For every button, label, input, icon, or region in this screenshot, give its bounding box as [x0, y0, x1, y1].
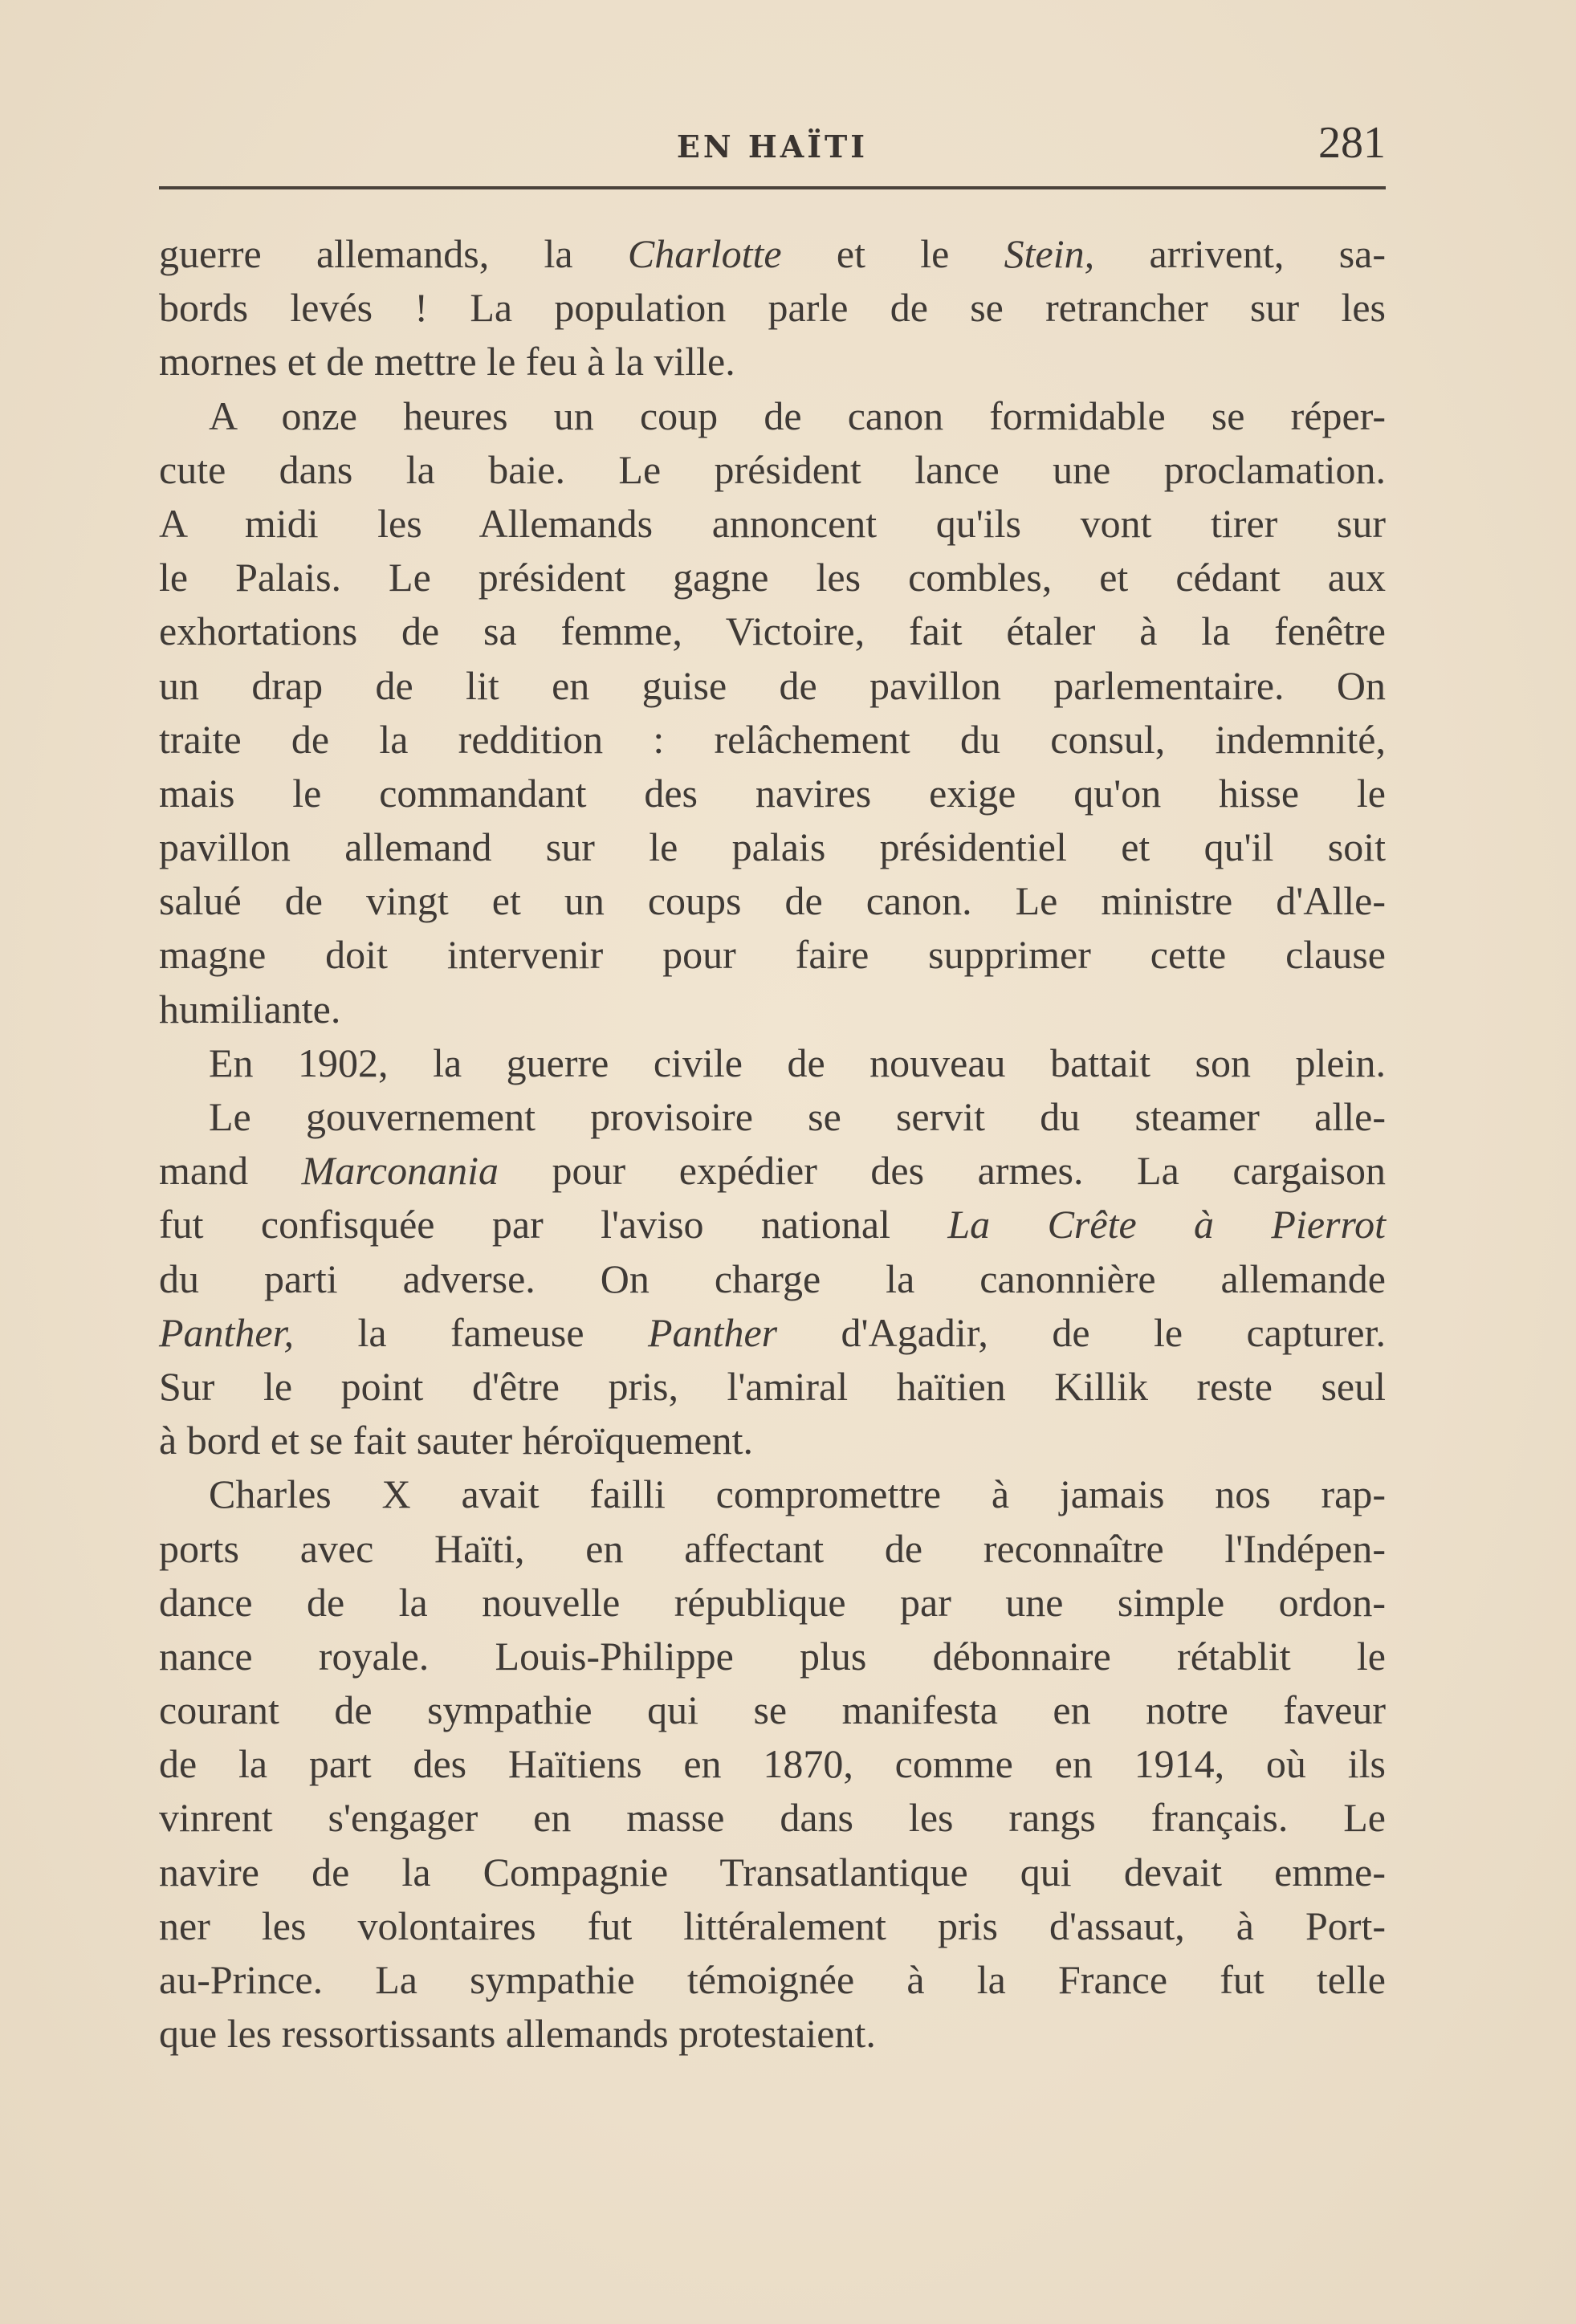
running-title: EN HAÏTI — [676, 128, 869, 165]
text-line — [159, 551, 1386, 604]
header-rule — [159, 186, 1386, 189]
text-run: ner les volontaires fut littéralement pris d'assaut, à Port- — [159, 1903, 1386, 1948]
italic-title: Charlotte — [627, 231, 782, 276]
text-line — [159, 983, 1386, 1036]
text-line — [159, 1036, 1386, 1090]
text-line — [159, 767, 1386, 820]
text-run: de la part des Haïtiens en 1870, comme en 1914, où ils — [159, 1741, 1386, 1787]
text-line — [159, 1198, 1386, 1252]
text-line — [159, 1522, 1386, 1576]
text-run: A onze heures un coup de canon formidable se réper- — [209, 393, 1386, 438]
text-line — [159, 1090, 1386, 1144]
text-line — [159, 1576, 1386, 1630]
text-run: vinrent s'engager en masse dans les rangs français. Le — [159, 1795, 1386, 1841]
text-line — [159, 227, 1386, 281]
body-text — [159, 227, 1386, 2061]
text-run: arrivent, sa- — [1094, 231, 1387, 276]
text-line — [159, 1414, 1386, 1467]
text-run: Charles X avait failli compromettre à jamais nos rap- — [209, 1471, 1386, 1517]
text-line — [159, 1683, 1386, 1737]
text-line — [159, 820, 1386, 874]
text-run: mornes et de mettre le feu à la ville. — [159, 339, 735, 385]
text-run: mand — [159, 1148, 302, 1194]
text-run: courant de sympathie qui se manifesta en notre faveur — [159, 1687, 1386, 1733]
text-run: traite de la reddition : relâchement du consul, indemnité, — [159, 716, 1386, 762]
text-line — [159, 1737, 1386, 1791]
text-run: la fameuse — [294, 1309, 649, 1355]
text-line — [159, 1252, 1386, 1306]
italic-title: Panther, — [159, 1309, 295, 1355]
text-run: le Palais. Le président gagne les combles, et cédant aux — [159, 555, 1386, 600]
text-run: salué de vingt et un coups de canon. Le ministre d'Alle- — [159, 878, 1386, 924]
text-line — [159, 1791, 1386, 1845]
text-run: guerre allemands, la — [159, 231, 628, 276]
text-run: un drap de lit en guise de pavillon parlementaire. On — [159, 662, 1386, 708]
text-run: que les ressortissants allemands protestaient. — [159, 2011, 876, 2057]
text-line — [159, 1953, 1386, 2007]
text-line — [159, 1630, 1386, 1683]
text-run: magne doit intervenir pour faire supprimer cette clause — [159, 932, 1386, 978]
page-number: 281 — [1318, 118, 1386, 168]
text-run: pavillon allemand sur le palais présidentiel et qu'il soit — [159, 824, 1386, 870]
text-run: mais le commandant des navires exige qu'on hisse le — [159, 770, 1386, 816]
text-run: exhortations de sa femme, Victoire, fait étaler à la fenêtre — [159, 608, 1386, 654]
text-run: navire de la Compagnie Transatlantique qui devait emme- — [159, 1849, 1386, 1895]
text-line — [159, 335, 1386, 389]
italic-title: Stein, — [1004, 231, 1095, 276]
text-run: du parti adverse. On charge la canonnière allemande — [159, 1256, 1386, 1301]
text-line — [159, 443, 1386, 497]
text-run: à bord et se fait sauter héroïquement. — [159, 1418, 753, 1463]
text-line — [159, 1467, 1386, 1521]
text-line — [159, 928, 1386, 982]
text-line — [159, 1306, 1386, 1360]
text-line — [159, 1846, 1386, 1899]
text-run: nance royale. Louis-Philippe plus débonnaire rétablit le — [159, 1633, 1386, 1679]
text-run: et le — [781, 231, 1004, 276]
text-line — [159, 874, 1386, 928]
text-line — [159, 713, 1386, 767]
page-header — [159, 112, 1386, 177]
text-line — [159, 604, 1386, 658]
text-run: bords levés ! La population parle de se retrancher sur les — [159, 285, 1386, 331]
text-run: A midi les Allemands annoncent qu'ils vont tirer sur — [159, 500, 1386, 546]
text-run: au-Prince. La sympathie témoignée à la France fut telle — [159, 1957, 1386, 2002]
text-run: ports avec Haïti, en affectant de reconnaître l'Indépen- — [159, 1525, 1386, 1571]
italic-title: Marconania — [301, 1148, 499, 1194]
text-line — [159, 389, 1386, 443]
text-line — [159, 497, 1386, 551]
text-run: humiliante. — [159, 986, 341, 1032]
text-line — [159, 1899, 1386, 1953]
text-line — [159, 281, 1386, 335]
text-line — [159, 2007, 1386, 2061]
text-run: En 1902, la guerre civile de nouveau battait son plein. — [209, 1040, 1386, 1085]
text-run: fut confisquée par l'aviso national — [159, 1202, 948, 1247]
italic-title: La Crête à Pierrot — [947, 1202, 1386, 1247]
text-run: dance de la nouvelle république par une simple ordon- — [159, 1579, 1386, 1625]
text-run: d'Agadir, de le capturer. — [777, 1309, 1386, 1355]
italic-title: Panther — [648, 1309, 778, 1355]
text-run: cute dans la baie. Le président lance une proclamation. — [159, 446, 1386, 492]
text-run: Le gouvernement provisoire se servit du steamer alle- — [209, 1094, 1386, 1139]
text-line — [159, 1360, 1386, 1414]
text-line — [159, 1144, 1386, 1198]
text-run: pour expédier des armes. La cargaison — [498, 1148, 1386, 1194]
text-line — [159, 659, 1386, 713]
text-run: Sur le point d'être pris, l'amiral haïtien Killik reste seul — [159, 1363, 1386, 1409]
